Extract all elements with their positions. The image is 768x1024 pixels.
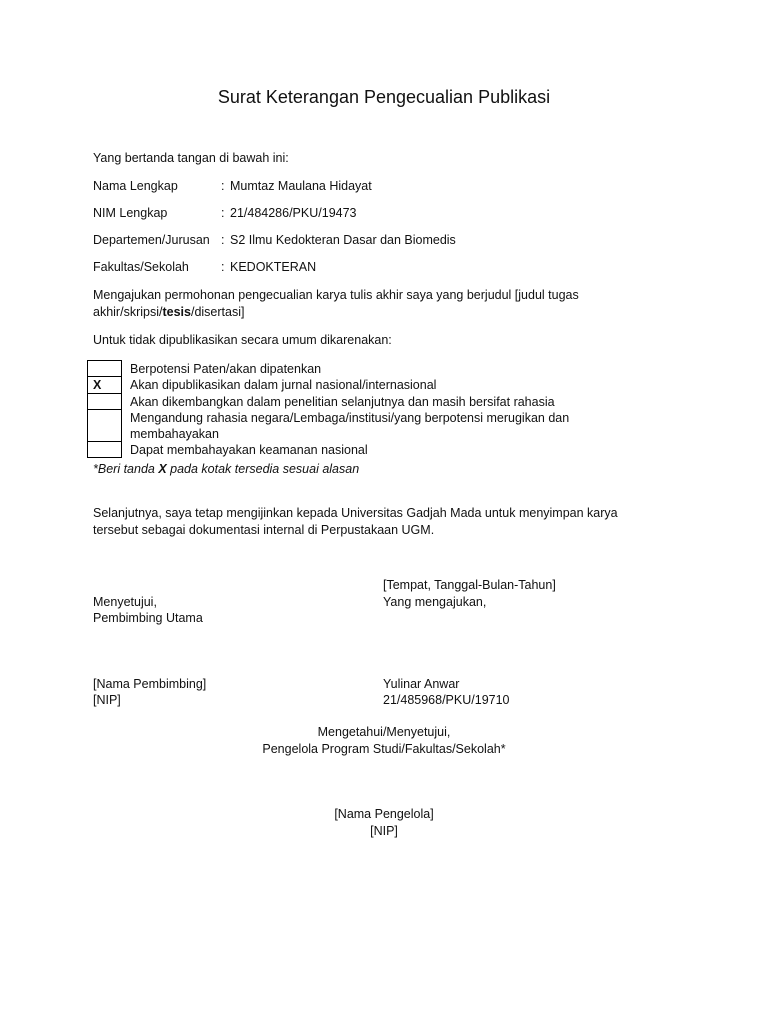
request-line-2-pre: akhir/skripsi/ (93, 305, 163, 319)
reason-text-line-2: membahayakan (130, 426, 219, 441)
manager-nip: [NIP] (370, 824, 398, 838)
field-value: 21/484286/PKU/19473 (230, 206, 357, 220)
request-line-2-post: /disertasi] (190, 305, 245, 319)
intro-text: Yang bertanda tangan di bawah ini: (93, 151, 289, 165)
field-value: S2 Ilmu Kedokteran Dasar dan Biomedis (230, 233, 456, 247)
reason-intro: Untuk tidak dipublikasikan secara umum dikarenakan: (93, 333, 392, 347)
manager-role: Pengelola Program Studi/Fakultas/Sekolah* (262, 742, 506, 756)
reason-text: Dapat membahayakan keamanan nasional (130, 442, 368, 457)
applicant-nip: 21/485968/PKU/19710 (383, 693, 510, 707)
request-thesis-bold: tesis (162, 305, 191, 319)
reason-text: Berpotensi Paten/akan dipatenkan (130, 361, 322, 376)
request-line-1: Mengajukan permohonan pengecualian karya tulis akhir saya yang berjudul [judul tugas (93, 288, 579, 302)
supervisor-role: Pembimbing Utama (93, 611, 203, 625)
request-paragraph (93, 287, 673, 321)
field-label: NIM Lengkap (93, 206, 168, 220)
reason-row (88, 361, 611, 377)
field-label: Fakultas/Sekolah (93, 260, 189, 274)
supervisor-nip: [NIP] (93, 693, 121, 707)
acknowledge-label: Mengetahui/Menyetujui, (317, 725, 451, 739)
field-value: KEDOKTERAN (230, 260, 317, 274)
field-colon: : (221, 260, 225, 274)
reason-checkbox[interactable]: X (88, 377, 122, 394)
request-line-2 (93, 304, 673, 321)
reason-checkbox[interactable] (88, 442, 122, 458)
field-colon: : (221, 233, 225, 247)
reason-row (88, 394, 611, 410)
field-label: Departemen/Jurusan (93, 233, 210, 247)
note-bold-x: X (158, 462, 167, 476)
note-post: pada kotak tersedia sesuai alasan (166, 462, 360, 476)
continuation-line-2: tersebut sebagai dokumentasi internal di Perpustakaan UGM. (93, 523, 435, 537)
reason-checkbox[interactable] (88, 410, 122, 442)
supervisor-name: [Nama Pembimbing] (93, 677, 207, 691)
note-pre: *Beri tanda (93, 462, 159, 476)
applicant-label: Yang mengajukan, (383, 595, 487, 609)
document-title: Surat Keterangan Pengecualian Publikasi (217, 87, 551, 107)
reason-text: Akan dipublikasikan dalam jurnal nasional/internasional (130, 377, 437, 392)
field-value: Mumtaz Maulana Hidayat (230, 179, 372, 193)
reason-checkbox[interactable] (88, 394, 122, 410)
reason-text: Akan dikembangkan dalam penelitian selanjutnya dan masih bersifat rahasia (130, 394, 555, 409)
place-date: [Tempat, Tanggal-Bulan-Tahun] (383, 578, 556, 592)
reasons-table (87, 360, 611, 458)
reason-text-line-1: Mengandung rahasia negara/Lembaga/institusi/yang berpotensi merugikan dan (130, 410, 570, 425)
field-colon: : (221, 179, 225, 193)
instruction-note (93, 461, 359, 478)
field-colon: : (221, 206, 225, 220)
applicant-name: Yulinar Anwar (383, 677, 460, 691)
reason-row (88, 410, 611, 442)
continuation-paragraph (93, 505, 673, 539)
field-label: Nama Lengkap (93, 179, 178, 193)
reason-text (122, 410, 611, 442)
reason-row (88, 377, 611, 394)
continuation-line-1: Selanjutnya, saya tetap mengijinkan kepada Universitas Gadjah Mada untuk menyimpan karya (93, 506, 618, 520)
reason-row (88, 442, 611, 458)
manager-name: [Nama Pengelola] (334, 807, 434, 821)
approval-label: Menyetujui, (93, 595, 157, 609)
reason-checkbox[interactable] (88, 361, 122, 377)
